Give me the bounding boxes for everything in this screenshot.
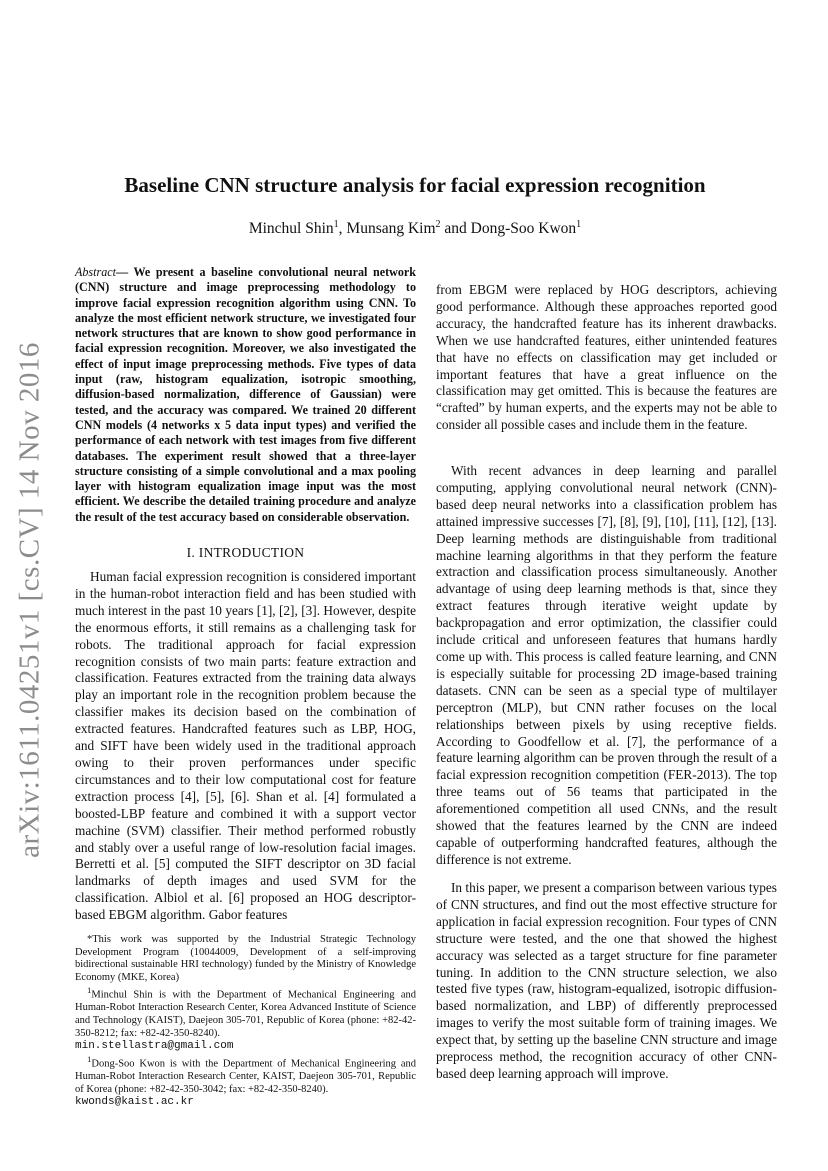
author-name: Dong-Soo Kwon: [470, 220, 577, 238]
section-heading-introduction: I. INTRODUCTION: [186, 545, 305, 560]
email-link[interactable]: kwonds@kaist.ac.kr: [75, 1096, 194, 1109]
author-name: Munsang Kim: [346, 220, 436, 238]
funding-footnote: *This work was supported by the Industrial Strategic Technology Development Program (10044009, Development of a self-improving bidirectional sustainable HRI technology) funded by the Ministry of Knowledge Economy (MKE, Korea): [75, 934, 416, 983]
author-separator: ,: [338, 220, 347, 238]
author-name: Minchul Shin: [248, 220, 334, 238]
affiliation-marker: 1: [333, 219, 339, 230]
author-separator: and: [440, 220, 471, 238]
paragraph-text: With recent advances in deep learning and parallel computing, applying convolutional neural network (CNN)-based deep neural networks into a classification problem has attained impressive successes [7], [8], [9], [10], [11], [12], [13]. Deep learning methods are distinguishable from traditional machine learning algorithms in that they perform the feature extraction and classification process simultaneously. Another advantage of using deep learning methods is that, since they extract features through iterative weight update by backpropagation and error optimization, the classifier could include critical and unforeseen features that humans hardly come up with. This process is called feature learning, and CNN is especially suitable for processing 2D image-based training datasets. CNN can be seen as a special type of multilayer perceptron (MLP), but CNN rather focuses on the local relationships between pixels by using receptive fields. According to Goodfellow et al. [7], the performance of a feature learning algorithm can be proven through the result of a facial expression recognition competition (FER-2013). The top three teams out of 56 teams that participated in the aforementioned competition all used CNNs, and the result showed that the features learned by the CNN are indeed capable of outperforming handcrafted features, although the difference is not extreme.: [436, 463, 777, 867]
affiliation-marker: 2: [435, 219, 441, 230]
abstract: [75, 265, 416, 525]
right-paragraph-2: [436, 463, 777, 869]
affiliation-marker: 1: [576, 219, 582, 230]
right-paragraph-3: [436, 880, 777, 1083]
intro-paragraph: [75, 569, 416, 924]
paragraph-text: In this paper, we present a comparison between various types of CNN structures, and find out the most effective structure for application in facial expression recognition. Four types of CNN structure were tested, and the one that showed the highest accuracy was selected as a target structure for fine parameter tuning. In addition to the CNN structure selection, we also tested five types (raw, histogram-equalized, isotropic diffusion-based normalization, and LBP) of differently preprocessed images to verify the most suitable form of training images. We expect that, by setting up the baseline CNN structure and image preprocess method, the recognition accuracy of other CNN-based deep learning approach will improve.: [436, 880, 777, 1081]
abstract-label: Abstract: [75, 265, 116, 279]
affiliation-footnote-kwon: $^1$Dong-Soo Kwon is with the Department of Mechanical Engineering and Human-Robot Interaction Research Center, KAIST, Daejeon 305-701, Republic of Korea (phone: +82-42-350-3042; fax: +82-42-350-8240). kwonds@kaist.ac.kr: [75, 1053, 416, 1109]
email-link[interactable]: min.stellastra@gmail.com: [75, 1040, 234, 1053]
right-paragraph-1: [436, 282, 777, 434]
arxiv-identifier: arXiv:1611.04251v1 [cs.CV] 14 Nov 2016: [13, 342, 46, 858]
arxiv-sidebar-stamp: [8, 330, 52, 870]
paragraph-text: Human facial expression recognition is considered important in the human-robot interaction field and has been studied with much interest in the past 10 years [1], [2], [3]. However, despite the enormous efforts, it still remains as a challenging task for robots. The traditional approach for facial expression recognition consists of two main parts: feature extraction and classification. Features extracted from the training data always play an important role in the recognition problem because the classifier makes its decision based on the combination of extracted features. Handcrafted features such as LBP, HOG, and SIFT have been widely used in the traditional approach owing to their proven performances under specific circumstances and to their low computational cost for feature extraction process [4], [5], [6]. Shan et al. [4] formulated a boosted-LBP feature and combined it with a support vector machine (SVM) classifier. Their method performed robustly and stably over a useful range of low-resolution facial images. Berretti et al. [5] computed the SIFT descriptor on 3D facial landmarks of depth images and used SVM for the classification. Albiol et al. [6] proposed an HOG descriptor-based EBGM algorithm. Gabor features: [75, 569, 416, 923]
affiliation-footnote-shin: $^1$Minchul Shin is with the Department of Mechanical Engineering and Human-Robot Interaction Research Center, Korea Advanced Institute of Science and Technology (KAIST), Daejeon 305-701, Republic of Korea (phone: +82-42-350-8212; fax: +82-42-350-8240). min.stellastra@gmail.com: [75, 985, 416, 1053]
abstract-text: — We present a baseline convolutional neural network (CNN) structure and image preprocessing methodology to improve facial expression recognition algorithm using CNN. To analyze the most efficient network structure, we investigated four network structures that are known to show good performance in facial expression recognition. Moreover, we also investigated the effect of input image preprocessing methods. Five types of data input (raw, histogram equalization, isotropic smoothing, diffusion-based normalization, difference of Gaussian) were tested, and the accuracy was compared. We trained 20 different CNN models (4 networks x 5 data input types) and verified the performance of each network with test images from five different databases. The experiment result showed that a three-layer structure consisting of a simple convolutional and a max pooling layer with histogram equalization image input was the most efficient. We describe the detailed training procedure and analyze the result of the test accuracy based on considerable observation.: [75, 265, 416, 524]
author-list: [75, 219, 755, 238]
paper-title: Baseline CNN structure analysis for facial expression recognition: [124, 173, 706, 197]
footnotes: [75, 934, 416, 1109]
paragraph-text: from EBGM were replaced by HOG descriptors, achieving good performance. Although these approaches reported good accuracy, the handcrafted feature has its inherent drawbacks. When we use handcrafted features, either unintended features that have no effects on classification may get included or important features that have a great influence on the classification may get omitted. This is because the features are “crafted” by human experts, and the experts may not be able to consider all possible cases and include them in the feature.: [436, 282, 777, 433]
